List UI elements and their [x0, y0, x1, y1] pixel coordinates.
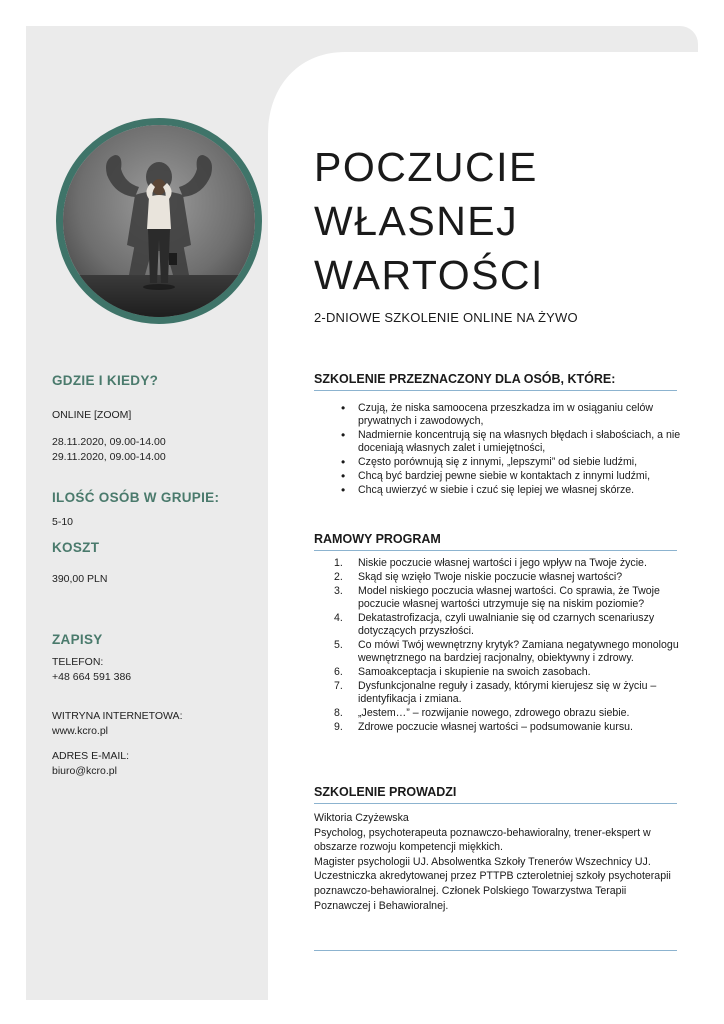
- list-item: • Często porównują się z innymi, „lepszymi” od siebie ludźmi,: [358, 456, 684, 469]
- list-item: • Chcą być bardziej pewne siebie w kontaktach z innymi ludźmi,: [358, 470, 684, 483]
- page-title: [314, 140, 544, 302]
- web-label: WITRYNA INTERNETOWA:: [52, 710, 183, 722]
- list-item: • Nadmiernie koncentrują się na własnych błędach i słabościach, a nie doceniają własnych zalet i umiejętności,: [358, 429, 684, 455]
- web-link[interactable]: www.kcro.pl: [52, 725, 109, 737]
- cost-heading: KOSZT: [52, 540, 100, 555]
- list-item: 5. Co mówi Twój wewnętrzny krytyk? Zamiana negatywnego monologu wewnętrznego na bardziej racjonalny, obiektywny i zdrowy.: [334, 639, 679, 664]
- audience-heading: SZKOLENIE PRZEZNACZONY DLA OSÓB, KTÓRE:: [314, 372, 677, 391]
- group-size-heading: ILOŚĆ OSÓB W GRUPIE:: [52, 490, 220, 505]
- hero-photo: [56, 118, 262, 324]
- group-size-value: 5-10: [52, 516, 74, 528]
- list-item: 4. Dekatastrofizacja, czyli uwalnianie się od czarnych scenariuszy dotyczących przyszłości.: [334, 612, 655, 637]
- mode-text: ONLINE [ZOOM]: [52, 409, 132, 421]
- list-item: • Czują, że niska samoocena przeszkadza im w osiąganiu celów prywatnych i zawodowych,: [358, 402, 684, 428]
- list-item: 7. Dysfunkcjonalne reguły i zasady, którymi kierujesz się w życiu – identyfikacja i zmiana.: [334, 680, 657, 705]
- signup-heading: ZAPISY: [52, 632, 103, 647]
- trainer-heading: SZKOLENIE PROWADZI: [314, 785, 677, 804]
- list-item: 6. Samoakceptacja i skupienie na swoich zasobach.: [334, 666, 591, 678]
- audience-list: [314, 402, 684, 498]
- where-when-heading: GDZIE I KIEDY?: [52, 373, 159, 388]
- date-2: 29.11.2020, 09.00-14.00: [52, 451, 166, 463]
- phone-label: TELEFON:: [52, 656, 104, 668]
- title-line-3: WARTOŚCI: [314, 252, 544, 298]
- list-item: 9. Zdrowe poczucie własnej wartości – podsumowanie kursu.: [334, 721, 633, 733]
- program-list: [314, 557, 684, 735]
- program-heading: RAMOWY PROGRAM: [314, 532, 677, 551]
- email-label: ADRES E-MAIL:: [52, 750, 130, 762]
- trainer-desc-1: Psycholog, psychoterapeuta poznawczo-behawioralny, trener-ekspert w obszarze rozwoju kompetencji miękkich.: [314, 826, 651, 854]
- date-1: 28.11.2020, 09.00-14.00: [52, 436, 166, 448]
- email-link[interactable]: biuro@kcro.pl: [52, 765, 117, 777]
- trainer-name: Wiktoria Czyżewska: [314, 812, 409, 824]
- list-item: 8. „Jestem…” – rozwijanie nowego, zdrowego obrazu siebie.: [334, 707, 630, 719]
- title-line-2: WŁASNEJ: [314, 198, 519, 244]
- phone-value[interactable]: +48 664 591 386: [52, 671, 132, 683]
- title-line-1: POCZUCIE: [314, 144, 538, 190]
- list-item: 3. Model niskiego poczucia własnej wartości. Co sprawia, że Twoje poczucie własnej wartości utrzymuje się na niskim poziomie?: [334, 585, 660, 610]
- trainer-desc-2: Magister psychologii UJ. Absolwentka Szkoły Trenerów Wszechnicy UJ. Uczestniczka akredytowanej przez PTTPB czteroletniej szkoły psychoterapii poznawczo-behawioralnej. Członek Polskiego Towarzystwa Terapii Poznawczej i Behawioralnej.: [314, 855, 671, 912]
- bottom-divider: [314, 950, 677, 951]
- cost-value: 390,00 PLN: [52, 573, 108, 585]
- trainer-block: [314, 811, 684, 913]
- list-item: 1. Niskie poczucie własnej wartości i jego wpływ na Twoje życie.: [334, 557, 647, 569]
- list-item: • Chcą uwierzyć w siebie i czuć się lepiej we własnej skórze.: [358, 484, 684, 497]
- list-item: 2. Skąd się wzięło Twoje niskie poczucie własnej wartości?: [334, 571, 623, 583]
- subtitle: 2-DNIOWE SZKOLENIE ONLINE NA ŻYWO: [314, 310, 578, 325]
